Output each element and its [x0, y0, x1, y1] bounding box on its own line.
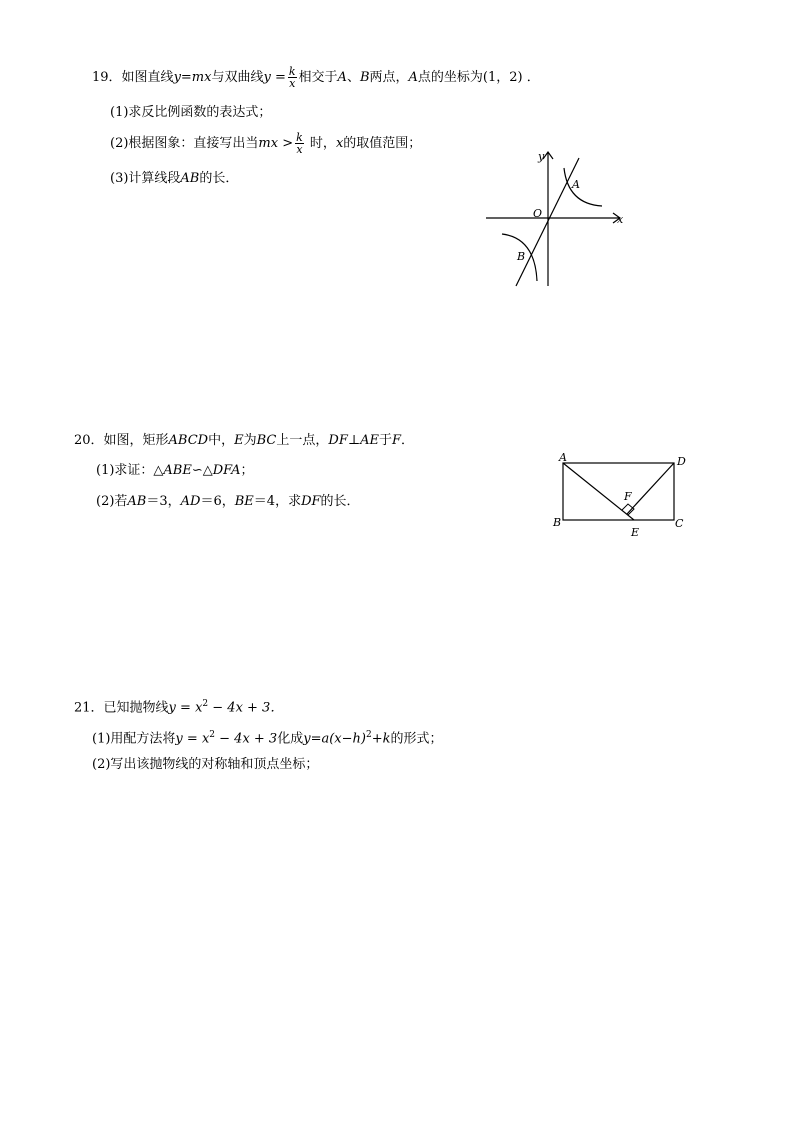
label-a: A — [559, 451, 567, 464]
origin-label: O — [533, 207, 543, 220]
q19-part1: (1)求反比例函数的表达式； — [110, 105, 272, 120]
q19-stem: 19．如图直线y=mx与双曲线y = $\frac{k}{x}$ 相交于A、B两点，A点的坐标为(1，2) ． — [92, 65, 540, 90]
q19-part2: (2)根据图象：直接写出当mx > $\frac{k}{x}$ 时，x的取值范围； — [110, 131, 422, 156]
y-axis-label: y — [538, 150, 545, 163]
point-a-label: A — [572, 178, 580, 191]
q21-stem: 21．已知抛物线$y = x^2 - 4x + 3$． — [74, 699, 284, 716]
q20-rectangle-figure — [548, 448, 698, 543]
q19-part2-fraction: $\frac{k}{x}$ — [296, 131, 303, 156]
q20-part2: (2)若AB＝3，AD＝6，BE＝4，求DF的长． — [96, 494, 360, 509]
label-b: B — [553, 516, 562, 529]
q19-graph — [480, 146, 630, 291]
label-c: C — [675, 517, 684, 530]
point-b-label: B — [517, 250, 526, 263]
hyperbola-branch-1 — [564, 168, 602, 206]
label-f: F — [624, 490, 632, 503]
q19-part3: (3)计算线段AB的长． — [110, 171, 239, 186]
x-axis-label: x — [617, 213, 624, 226]
label-e: E — [631, 526, 640, 539]
q21-part2: (2)写出该抛物线的对称轴和顶点坐标； — [92, 757, 319, 772]
segment-df — [627, 463, 674, 514]
q20-part1: (1)求证：△ABE∽△DFA； — [96, 463, 254, 478]
q20-stem: 20．如图，矩形ABCD中，E为BC上一点，DF⊥AE于F． — [74, 433, 415, 448]
rectangle-abcd — [563, 463, 674, 520]
q21-part1: (1)用配方法将$y = x^2 - 4x + 3$化成$y=a(x-h)^2+k$的形式； — [92, 730, 443, 747]
q19-fraction: $\frac{k}{x}$ — [288, 65, 296, 90]
label-d: D — [677, 455, 686, 468]
